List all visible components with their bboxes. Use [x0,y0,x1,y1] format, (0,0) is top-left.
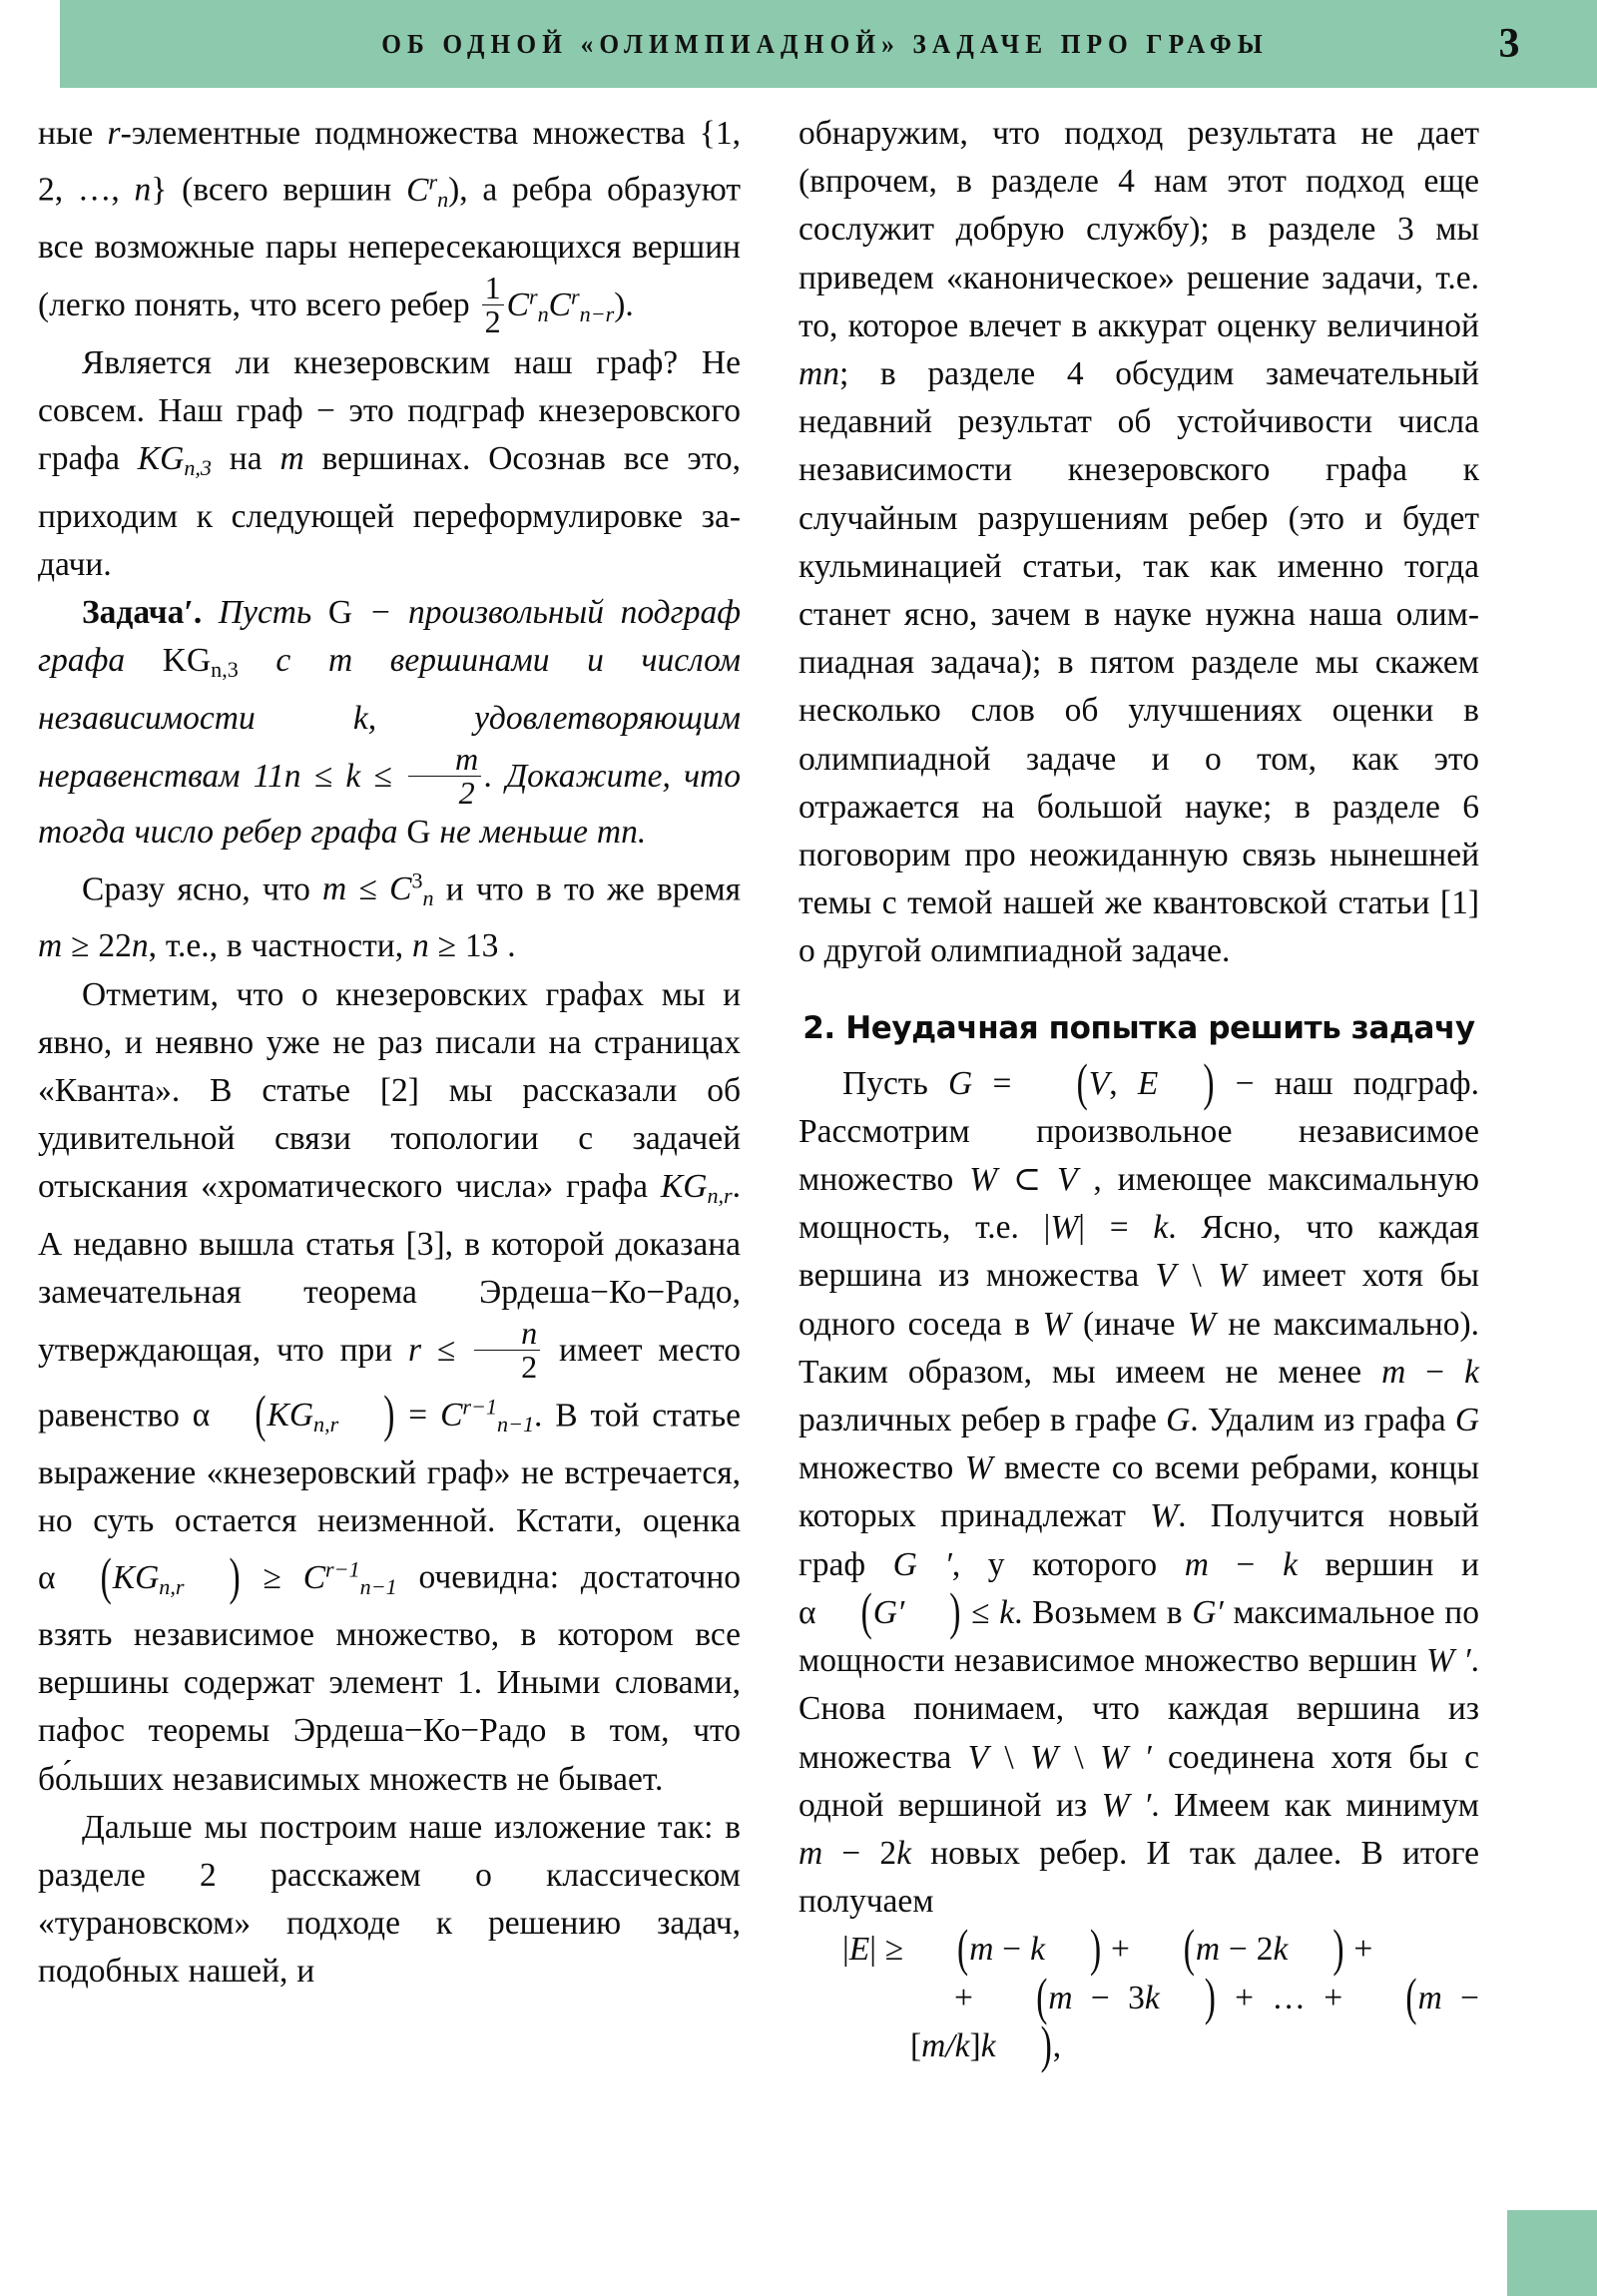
text-run: не меньше [430,814,597,852]
math-operator-minus: − 3 [1072,1979,1145,2016]
math-var-m: m [279,440,304,478]
fraction-numerator: n [521,1315,538,1352]
paragraph [38,339,741,589]
math-subscript: n [537,301,549,327]
math-var-E: E [1137,1064,1159,1102]
text-run: , [1052,2026,1062,2064]
text-run: , у которого [951,1545,1185,1583]
display-equation-line-1: |E| ≥ (m − k ) + (m − 2k ) + [842,1920,1373,1979]
text-run: , удовлетворяющим неравенствам [38,699,741,795]
problem-label: Задача′. [82,593,203,631]
text-run: вершин и [1297,1545,1479,1583]
paragraph: Дальше мы построим наше изложение так: в разделе 2 расскажем о классическом «турановском» подходе к решению задач, подобных нашей, и [38,1808,741,1991]
math-operator-setminus: \ [1176,1257,1219,1295]
math-var-G-prime: G′ [1192,1593,1224,1631]
fraction-denominator: 2 [408,776,481,810]
math-var-G: G [1454,1402,1480,1439]
math-var-W: W [1030,1738,1059,1776]
fraction-numerator: 1 [484,270,501,306]
fraction [482,272,504,338]
text-run: вершинами и числом независимости [38,642,741,737]
text-run: . Получится новый граф [798,1497,1479,1583]
text-run: − произвольный подграф графа [38,593,741,680]
math-alpha: α [38,1558,56,1596]
text-run: . Докажите, что тогда число ребер графа [38,757,741,852]
text-run: Сразу ясно, что [82,870,323,908]
problem-statement [38,589,741,858]
math-binom-C: C [302,1558,326,1596]
running-title: ОБ ОДНОЙ «ОЛИМПИАДНОЙ» ЗАДАЧЕ ПРО ГРАФЫ [381,28,1269,59]
text-run: (иначе [1070,1305,1188,1343]
math-var-m: m [1195,1931,1221,1969]
math-var-m: m [1048,1979,1073,2016]
math-operator-ge: ≥ [241,1558,303,1596]
text-run: Пусть [202,593,328,631]
math-var-m: m [969,1931,994,1969]
math-superscript: r [529,284,538,309]
math-var-V: V [1155,1257,1176,1295]
math-var-k: k [1464,1353,1479,1391]
paragraph-continuation [798,110,1479,976]
math-var-k: k [1273,1931,1289,1969]
math-var-m: m [322,870,347,908]
math-var-G: G [948,1064,973,1102]
math-operator-eq: = [395,1397,441,1435]
math-var-r: r [408,1332,422,1370]
math-operator-minus: − 2 [1220,1931,1274,1969]
math-subscript: n,r [313,1412,339,1437]
math-operator-le: ≤ [961,1593,1000,1631]
text-run: имеет место равенство [38,1332,741,1435]
left-column [0,110,759,2296]
text-run: . Ясно, что каждая вершина из множества [798,1209,1479,1295]
text-run: вместе со всеми ребрами, концы которых принадлежат [798,1449,1479,1535]
math-var-G-prime: G ′ [892,1545,952,1583]
math-var-n: n [131,927,149,965]
text-run: , т.е., в частности, [148,927,412,965]
math-var-V: V [1056,1161,1078,1199]
math-subscript: n−r [579,301,615,327]
math-binom-C: C [406,171,429,209]
text-run: , имеющее максимальную мощность, т.е. [798,1161,1479,1247]
math-var-k: k [1153,1209,1169,1247]
text-run: новых ребер. И так далее. В итоге получаем [798,1834,1479,1921]
text-run: -элементные подмножества множества [120,115,700,152]
text-run: Является ли кнезеровским наш граф? Не совсем. Наш граф − это подграф кнезеровского графа [38,343,741,478]
text-run: . А недавно вышла статья [3], в которой доказана замечательная теорема Эрдеша−Ко−Радо, утверждающая, что при [38,1168,741,1370]
math-operator-plus: + [1344,1931,1373,1969]
math-var-G: G [406,814,431,852]
body-columns [0,110,1597,2296]
text-run: обнаружим, что подход результата не дает (впрочем, в разделе 4 нам этот подход еще сослужит добрую службу); в разделе 3 мы приведем «каноническое» решение задачи, т.е. то, которое влечет в аккурат оценку величиной [798,115,1479,344]
text-run: Отметим, что о кнезеровских графах мы и явно, и неявно уже не раз писали на страницах «Кванта». В статье [2] мы рассказали об удивительной связи топологии с задачей отыскания «хроматического числа» графа [38,975,741,1206]
text-run: максимальное по мощности независимое множество вершин [798,1593,1479,1680]
math-var-W: W [969,1161,998,1199]
text-run: не максимально). Таким образом, мы имеем не менее [798,1305,1479,1391]
math-binom-C: C [440,1397,463,1435]
math-operator-minus: − 2 [822,1834,897,1872]
math-var-k: k [1030,1931,1045,1969]
text-run: . В той статье выражение «кнезеровский граф» не встречается, но суть остается неизменной. Кстати, оценка [38,1397,741,1539]
fraction-denominator: 2 [482,304,504,338]
math-subscript: n [422,885,434,911]
math-operator-minus: − [1441,1979,1479,2016]
math-operator-ge: ≥ 22 [62,927,132,965]
text-run: вершинах. Осознав все это, приходим к следующей переформулировке задачи. [38,440,742,583]
math-cardinality-W: W [1050,1209,1079,1247]
math-superscript: r−1 [325,1556,360,1582]
math-subscript: n−1 [497,1412,535,1437]
math-var-V: V [1088,1064,1110,1102]
text-run: очевидна: достаточно взять независимое множество, в котором все вершины содержат элемент 1. Иными словами, пафос теоремы Эрдеша−Ко−Радо в том, что бо́льших независимых множеств не бывает. [38,1558,742,1798]
text-run: и что в то же время [433,870,742,908]
math-var-k: k [352,699,368,737]
math-inequality: ≥ 13 . [428,927,516,965]
math-subscript: n,r [707,1183,733,1209]
math-operator-eq: = [1084,1209,1154,1247]
math-var-W: W [964,1449,993,1487]
math-expr-mn: mn [596,814,638,852]
text-run: . Имеем как минимум [1151,1786,1479,1824]
text-run: − наш подграф. Рассмотрим произвольное независимое множество [798,1064,1479,1199]
running-head [60,0,1597,88]
math-superscript: r−1 [462,1394,498,1420]
math-bracket-open: [ [910,2026,922,2064]
math-var-m: m [1417,1979,1442,2016]
section-heading: 2. Неудачная попытка решить задачу [802,1009,1475,1046]
math-var-G: G [1166,1402,1191,1439]
math-subscript: n,3 [211,657,239,683]
math-operator-le: ≤ [346,870,390,908]
fraction [474,1317,540,1384]
text-run: соединена хотя бы с одной вершиной из [798,1738,1479,1824]
display-equation-line-2: + (m − 3k ) + … + (m − [m/k]k ), [910,1969,1479,2074]
math-expr-mn: mn [798,355,839,393]
math-cardinality-E: E [848,1931,870,1969]
text-run: {1, 2, …, [38,115,741,209]
math-subscript: n [437,186,449,212]
text-run: различных ребер в графе [798,1402,1167,1439]
paragraph-continuation [38,110,741,339]
math-operator-subset: ⊂ [997,1161,1057,1199]
text-run: , [1109,1064,1138,1102]
math-kneser-graph: KG [266,1397,314,1435]
math-var-k: k [1144,1979,1160,2016]
math-var-m: m [38,927,63,965]
math-superscript: 3 [411,867,423,893]
math-operator-minus: − [1405,1353,1465,1391]
math-var-W: W [1042,1305,1071,1343]
math-var-V: V [967,1738,989,1776]
text-run: } (всего вершин [151,171,407,209]
math-alpha: α [192,1397,211,1435]
fraction-denominator: 2 [474,1350,540,1384]
math-var-k: k [999,1593,1015,1631]
math-var-W-prime: W ′ [1100,1738,1152,1776]
math-operator-setminus: \ [988,1738,1031,1776]
math-binom-C: C [389,870,412,908]
math-inequality: 11n ≤ k ≤ [253,757,406,795]
text-run: ). [614,287,634,324]
math-var-n: n [411,927,429,965]
math-var-k: k [896,1834,912,1872]
math-binom-C: C [506,287,529,324]
math-var-r: r [107,115,121,152]
math-var-k: k [1283,1545,1298,1583]
math-kneser-graph: KG [162,642,212,680]
math-var-W: W [1218,1257,1247,1295]
math-operator-minus: − [993,1931,1031,1969]
math-operator-plus: + [954,1979,992,2016]
right-column [759,110,1517,2296]
math-subscript: n−1 [359,1573,397,1599]
math-alpha: α [798,1593,816,1631]
math-kneser-graph: KG [137,440,185,478]
math-var-m: m [1381,1353,1406,1391]
math-var-k: k [980,2026,996,2064]
math-var-n: n [134,171,152,209]
math-var-m: m [327,642,353,680]
text-run: ), а ребра образуют все возможные пары непересекающихся вершин (легко понять, что всего ребер [38,171,741,324]
text-run: с [238,642,328,680]
page-number: 3 [1498,21,1520,67]
math-subscript: n,r [159,1573,185,1599]
math-operator-plus: + [1102,1931,1139,1969]
math-var-G: G [327,593,353,631]
math-var-W: W [1150,1497,1179,1535]
math-var-W: W [1187,1305,1216,1343]
math-superscript: r [428,169,438,195]
paragraph: Пусть G = (V, E ) − наш подграф. Рассмотрим произвольное независимое множество W ⊂ V , имеющее максимальную мощность, т.е. |W| = k. Ясно, что каждая вершина из множества V \ W имеет хотя бы одного соседа в W (иначе W не максимально). Таким образом, мы имеем не менее m − k различных ребер в графе G. Удалим из графа G множество W вместе со всеми ребрами, концы которых принадлежат W. Получится новый граф G ′, у которого m − k вершин и α (G′ ) ≤ k. Возьмем в G′ максимальное по мощности независимое множество вершин W ′. Снова понимаем, что каждая вершина из множества V \ W \ W ′ соединена хотя бы с одной вершиной из W ′. Имеем как минимум m − 2k новых ребер. И так далее. В итоге получаем [798,1054,1480,1921]
math-operator-ge: ≥ [875,1931,913,1969]
text-run: Пусть [842,1064,948,1102]
text-run: на [211,440,280,478]
math-var-m: m [1184,1545,1209,1583]
fraction [408,740,481,811]
math-expr-m-over-k: m/k [921,2026,970,2064]
math-var-W-prime: W ′ [1101,1786,1152,1824]
math-binom-C: C [548,287,572,324]
math-var-W-prime: W ′ [1426,1642,1471,1680]
math-operator-le: ≤ [421,1332,472,1370]
math-bracket-close: ] [969,2026,981,2064]
math-var-G-prime: G′ [872,1593,905,1631]
math-ellipsis: + … + [1216,1979,1361,2016]
math-kneser-graph: KG [660,1168,708,1206]
math-var-m: m [798,1834,823,1872]
math-operator-eq: = [972,1064,1032,1102]
math-kneser-graph: KG [112,1558,160,1596]
math-subscript: n,3 [184,455,212,481]
text-run: . Возьмем в [1014,1593,1193,1631]
text-run: множество [798,1449,965,1487]
text-run: . Снова понимаем, что каждая вершина из множества [798,1642,1480,1776]
math-operator-minus: − [1208,1545,1284,1583]
text-run: . [637,814,647,852]
text-run: имеет хотя бы одного соседа в [798,1257,1480,1343]
text-run: . Удалим из графа [1190,1402,1455,1439]
paragraph: Отметим, что о кнезеровских графах мы и явно, и неявно уже не раз писали на страницах «Кванта». В статье [2] мы рассказали об удивительной связи топологии с задачей отыскания «хроматического числа» графа $KG_{n,r}$. А недавно вышла статья [3], в которой доказана замечательная теорема Эрдеша−Ко−Радо, утверждающая, что при r ≤ $\frac{n}{2}$ имеет место равенство α ($KG_{n,r}$ ) = $C^{r-1}_{n-1}$. В той статье выражение «кнезеровский граф» не встречается, но суть остается неизменной. Кстати, оценка α ($KG_{n,r}$ ) ≥ $C^{r-1}_{n-1}$ очевидна: достаточно взять независимое множество, в котором все вершины содержат элемент 1. Иными словами, пафос теоремы Эрдеша−Ко−Радо в том, что бо́льших независимых множеств не бывает. [38,975,742,1798]
text-run: ; в разделе 4 обсудим замечательный недавний результат об устойчивости числа независимости кнезеровского графа к случайным разрушениям ребер (это и будет кульминацией статьи, так как именно тогда станет ясно, зачем в науке нужна наша олимпиадная задача); в пятом разделе мы скажем несколько слов об улучшениях оценки в олимпиадной задаче и о том, как это отражается на большой науке; в разделе 6 поговорим про неожиданную связь нынешней темы с темой нашей же квантовской статьи [1] о другой олимпиадной задаче. [798,355,1479,970]
text-run: ные [38,115,108,152]
math-operator-setminus: \ [1058,1738,1101,1776]
math-superscript: r [571,284,580,309]
paragraph [38,858,741,971]
fraction-numerator: m [455,740,479,777]
